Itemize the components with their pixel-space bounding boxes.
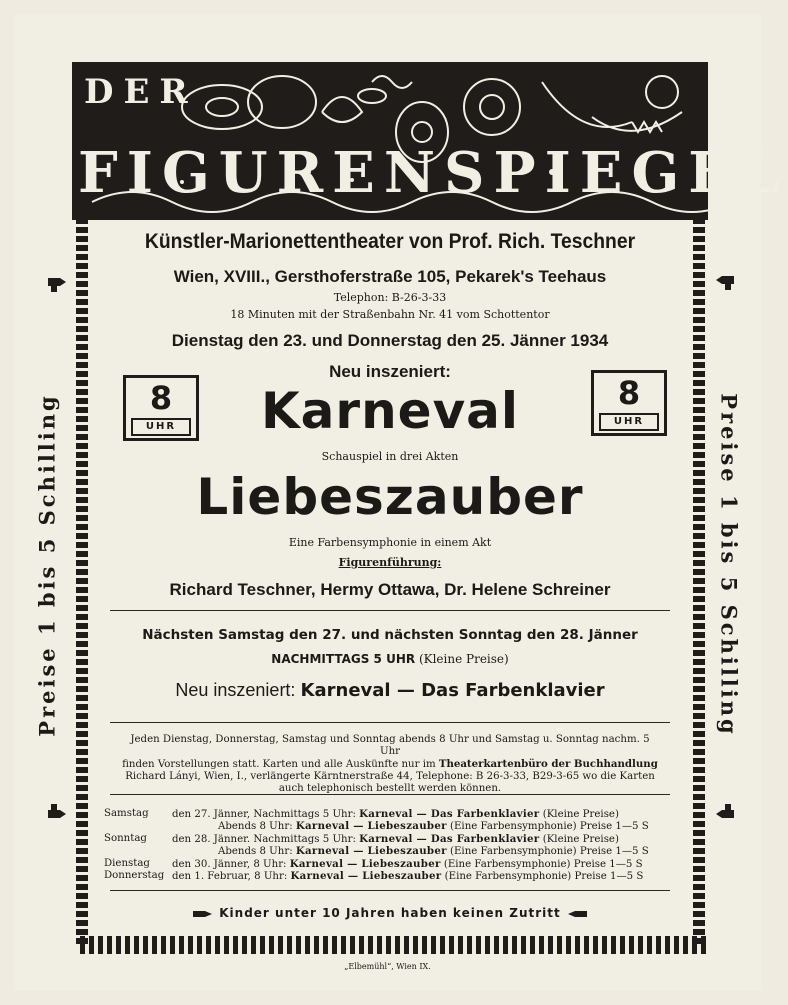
schedule-time: den 30. Jänner, 8 Uhr: [172,858,290,870]
theater-name: Künstler-Marionettentheater von Prof. Rich. Teschner [144,230,636,253]
schedule-program: Karneval — Liebeszauber [289,857,441,870]
schedule-day: Samstag [104,808,149,819]
printer-imprint: „Elbemühl“, Wien IX. [344,962,431,971]
masthead-title-main: FIGURENSPIEGEL [78,140,788,206]
pointing-hand-icon [44,800,70,826]
info-line-1: Jeden Dienstag, Donnerstag, Samstag und Sonntag abends 8 Uhr und Samstag u. Sonntag nachm. 5 Uhr [130,734,650,757]
schedule-day: Sonntag [104,832,147,844]
schedule-entry [172,870,643,883]
schedule-program: Karneval — Liebeszauber [290,869,442,882]
info-line-3: Richard Lányi, Wien, I., verlängerte Kärntnerstraße 44, Telephone: B 26-3-33, B29-3-65 wo die Karten [125,771,655,782]
schedule-entry [218,845,649,858]
play-subtitle-liebeszauber: Eine Farbensymphonie in einem Akt [288,536,492,549]
side-price-left: Preise 1 bis 5 Schilling [34,393,60,737]
kinder-notice-line [100,906,680,920]
pointing-hand-icon [192,908,214,920]
time-box-unit: UHR [131,418,191,436]
next-time: NACHMITTAGS 5 UHR [271,652,416,666]
next-neu-label: Neu inszeniert: [175,680,296,700]
time-box-number: 8 [617,374,641,412]
pointing-hand-icon [712,800,738,826]
play-title-liebeszauber: Liebeszauber [196,468,584,526]
schedule-time: Abends 8 Uhr: [218,846,296,858]
figurenfuehrung-label: Figurenführung: [338,556,442,569]
next-time-line [100,652,680,666]
play-title-karneval: Karneval [260,382,520,440]
schedule-note: (Eine Farbensymphonie) Preise 1—5 S [441,870,644,882]
schedule-row [104,820,680,832]
next-dates: Nächsten Samstag den 27. und nächsten Sonntag den 28. Jänner [142,627,638,643]
divider [110,890,670,891]
time-box-unit: UHR [599,413,659,431]
info-paragraph [120,734,660,795]
schedule-note: (Kleine Preise) [539,833,619,845]
side-price-right: Preise 1 bis 5 Schilling [716,393,742,737]
bottom-border-bars [80,936,710,954]
info-line-2 [120,758,660,771]
masthead-illustration [72,62,788,220]
schedule-entry [172,808,619,821]
schedule-entry [172,858,643,871]
schedule-program: Karneval — Das Farbenklavier [359,808,540,820]
pointing-hand-icon [566,908,588,920]
next-program-line [100,680,680,701]
kinder-notice: Kinder unter 10 Jahren haben keinen Zutritt [219,906,561,920]
schedule-time: Abends 8 Uhr: [218,821,296,833]
schedule-time: den 27. Jänner, Nachmittags 5 Uhr: [172,809,360,820]
info-line-4: auch telephonisch bestellt werden können. [278,783,502,794]
theater-telephone: Telephon: B-26-3-33 [333,291,447,304]
schedule-row [104,870,680,882]
schedule-entry [172,833,619,846]
schedule-entry [218,820,649,833]
schedule-list [104,808,680,882]
play-subtitle-karneval: Schauspiel in drei Akten [321,450,459,463]
left-border-bars [76,218,88,944]
performers: Richard Teschner, Hermy Ottawa, Dr. Helene Schreiner [169,580,611,599]
info-line-2a: finden Vorstellungen statt. Karten und alle Auskünfte nur im [122,759,439,770]
pointing-hand-icon [712,268,738,294]
right-border-bars [693,218,705,944]
divider [110,610,670,611]
time-box-number: 8 [149,379,173,417]
theater-address: Wien, XVIII., Gersthoferstraße 105, Pekarek's Teehaus [173,267,607,286]
schedule-day: Donnerstag [104,869,165,881]
next-time-note: (Kleine Preise) [418,652,509,666]
info-line-2b: Theaterkartenbüro der Buchhandlung [438,758,658,770]
theater-directions: 18 Minuten mit der Straßenbahn Nr. 41 vom Schottentor [230,308,550,321]
schedule-row [104,858,680,870]
schedule-note: (Eine Farbensymphonie) Preise 1—5 S [446,821,649,833]
performance-dates: Dienstag den 23. und Donnerstag den 25. Jänner 1934 [171,331,609,350]
divider [110,722,670,723]
schedule-program: Karneval — Liebeszauber [295,845,447,858]
schedule-day: Dienstag [104,857,150,869]
schedule-row [104,833,680,845]
schedule-row [104,845,680,857]
schedule-time: den 28. Jänner. Nachmittags 5 Uhr: [172,833,360,845]
schedule-note: (Eine Farbensymphonie) Preise 1—5 S [446,846,649,858]
schedule-program: Karneval — Liebeszauber [295,820,447,833]
schedule-row [104,808,680,820]
schedule-note: (Kleine Preise) [539,809,619,820]
next-program: Karneval — Das Farbenklavier [300,680,605,701]
schedule-note: (Eine Farbensymphonie) Preise 1—5 S [440,858,643,870]
divider [110,794,670,795]
schedule-time: den 1. Februar, 8 Uhr: [172,870,291,882]
pointing-hand-icon [44,270,70,296]
neu-inszeniert-label: Neu inszeniert: [329,362,451,381]
masthead-title-der: DER [84,72,198,112]
schedule-program: Karneval — Das Farbenklavier [359,832,540,845]
